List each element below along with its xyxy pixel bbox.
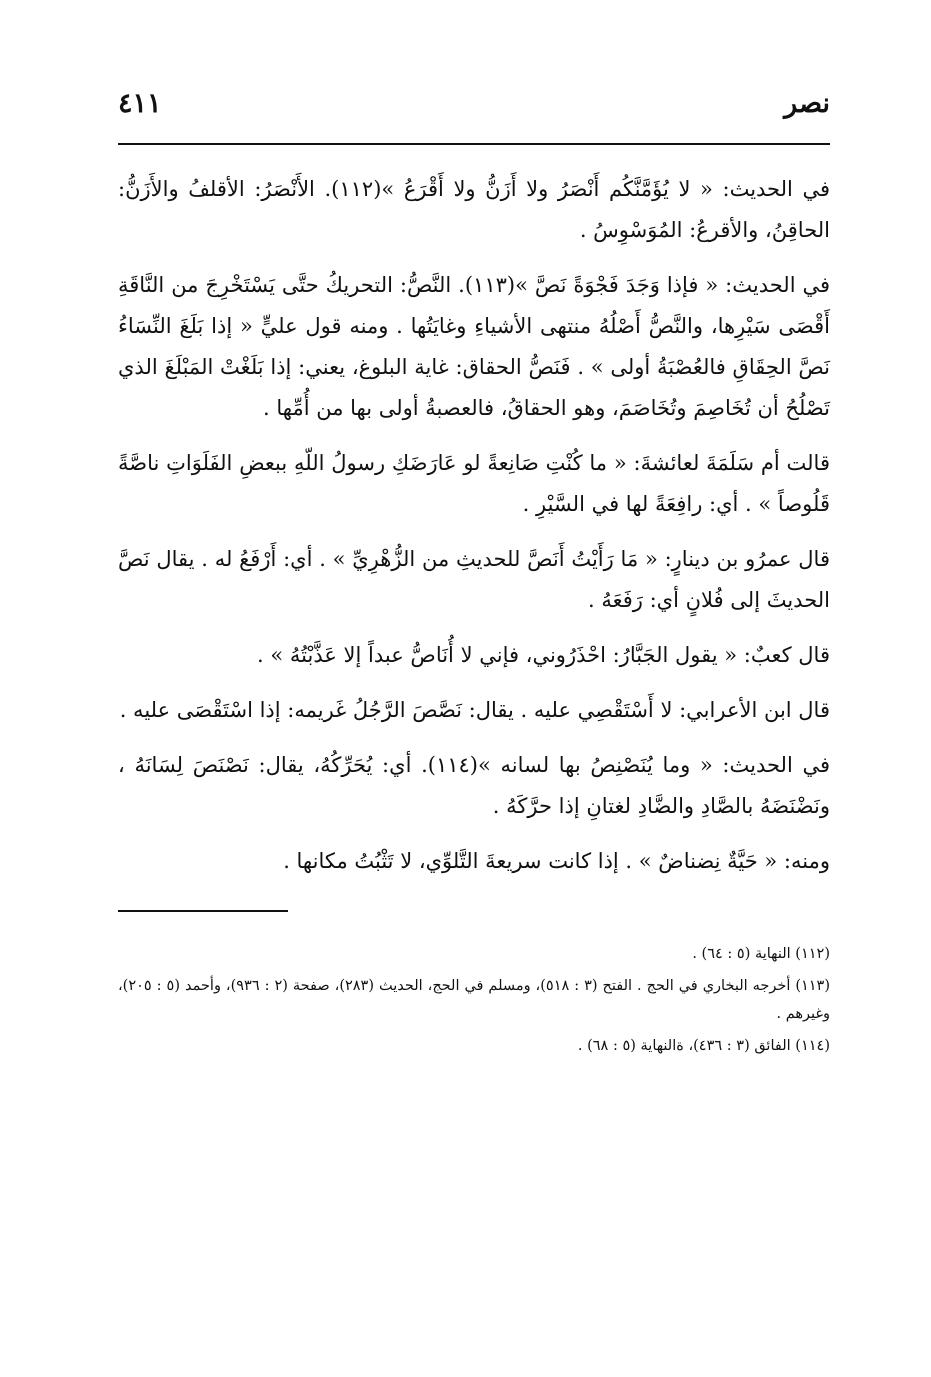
footnote-112: (١١٢) النهاية (٥ : ٦٤) . bbox=[692, 946, 830, 962]
footnote-rule bbox=[118, 910, 288, 912]
paragraph-7: في الحديث: « وما يُنَصْنِصُ بها لسانه »(١١٤). أي: يُحَرِّكُهُ، يقال: نَصْنَصَ لِسَانَهُ ، ونَضْنَضَهُ بالصَّادِ والضَّادِ لغتانِ إذا حرَّكَهُ . bbox=[118, 753, 830, 818]
running-head-title: نصر bbox=[784, 88, 830, 119]
book-page bbox=[118, 80, 830, 1064]
paragraph-8: ومنه: « حَيَّةٌ نِضناضٌ » . إذا كانت سريعةَ التَّلوِّي، لا تَثْبُتُ مكانها . bbox=[283, 849, 830, 873]
footnote-114: (١١٤) الفائق (٣ : ٤٣٦)، ةالنهاية (٥ : ٦٨) . bbox=[577, 1038, 830, 1054]
paragraph-4: قال عمرُو بن دينارٍ: « مَا رَأَيْتُ أَنَصَّ للحديثِ من الزُّهْرِيِّ » . أي: أَرْفَعُ له . يقال نَصَّ الحديثَ إلى فُلانٍ أي: رَفَعَهُ . bbox=[118, 547, 830, 612]
footnotes bbox=[118, 940, 830, 1060]
body-text bbox=[118, 169, 830, 882]
paragraph-5: قال كعبٌ: « يقول الجَبَّارُ: احْذَرُوني، فإني لا أُنَاصُّ عبداً إلا عَذَّبْتُهُ » . bbox=[257, 643, 830, 667]
paragraph-3: قالت أم سَلَمَةَ لعائشةَ: « ما كُنْتِ صَانِعةً لو عَارَضَكِ رسولُ اللّهِ ببعضِ الفَلَوَاتِ ناصَّةً قَلُوصاً » . أي: رافِعَةً لها في السَّيْرِ . bbox=[118, 451, 830, 516]
paragraph-6: قال ابن الأعرابي: لا أَسْتَقْصِي عليه . يقال: نَصَّصَ الرَّجُلُ غَريمه: إذا اسْتَقْصَى عليه . bbox=[119, 698, 830, 722]
paragraph-1: في الحديث: « لا يُؤَمَّنَّكُم أَنْصَرُ ولا أَزَنُّ ولا أَقْرَعُ »(١١٢). الأَنْصَرُ: الأقلفُ والأَزَنُّ: الحاقِنُ، والأقرعُ: المُوَسْوِسُ . bbox=[118, 177, 830, 242]
paragraph-2: في الحديث: « فإذا وَجَدَ فَجْوَةً نَصَّ »(١١٣). النَّصُّ: التحريكُ حتَّى يَسْتَخْرِجَ من النَّاقَةِ أَقْصَى سَيْرِها، والنَّصُّ أَصْلُهُ منتهى الأشياءِ وغايَتُها . ومنه قول عليٍّ « إذا بَلَغَ النِّسَاءُ نَصَّ الحِقَاقِ فالعُصْبَةُ أولى » . فَنَصُّ الحقاق: غاية البلوغ، يعني: إذا بَلَغْتْ المَبْلَغَ الذي تَصْلُحُ أن تُخَاصِمَ وتُخَاصَمَ، وهو الحقاقُ، فالعصبةُ أولى بها من أُمِّها . bbox=[118, 273, 831, 420]
footnote-113: (١١٣) أخرجه البخاري في الحج . الفتح (٣ : ٥١٨)، ومسلم في الحج، الحديث (٢٨٣)، صفحة (٢ : ٩٣٦)، وأحمد (٥ : ٢٠٥)، وغيرهم . bbox=[118, 978, 831, 1022]
header-rule bbox=[118, 143, 830, 145]
page-number: ٤١١ bbox=[118, 88, 162, 119]
running-header bbox=[118, 80, 830, 124]
